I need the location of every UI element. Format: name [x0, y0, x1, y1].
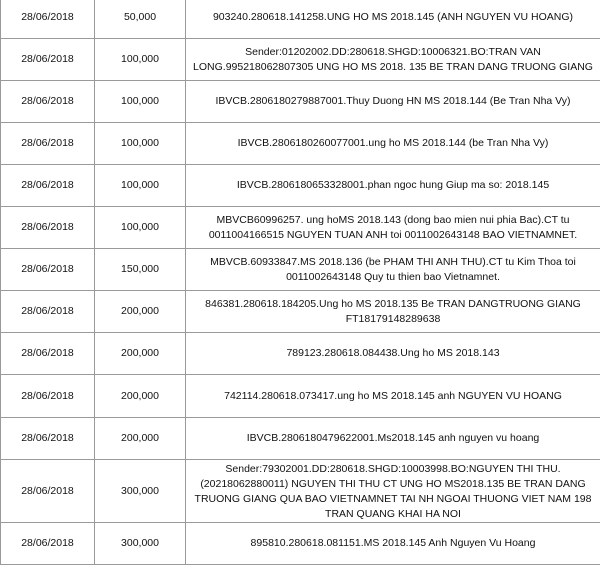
description-cell: 742114.280618.073417.ung ho MS 2018.145 anh NGUYEN VU HOANG: [186, 375, 600, 418]
description-cell: IBVCB.2806180653328001.phan ngoc hung Giup ma so: 2018.145: [186, 165, 600, 207]
table-row: [1, 0, 600, 39]
table-row: [1, 460, 600, 523]
amount-cell: 100,000: [95, 165, 186, 207]
date-cell: 28/06/2018: [1, 39, 95, 81]
table-row: [1, 207, 600, 249]
amount-cell: 100,000: [95, 81, 186, 123]
description-cell: Sender:79302001.DD:280618.SHGD:10003998.BO:NGUYEN THI THU.(20218062880011) NGUYEN THI THU CT UNG HO MS2018.135 BE TRAN DANG TRUONG GIANG QUA BAO VIETNAMNET TAI NH NGOAI THUONG VIET NAM 198 TRAN QUANG KHAI HA NOI: [186, 460, 600, 523]
table-row: [1, 39, 600, 81]
date-cell: 28/06/2018: [1, 81, 95, 123]
description-cell: 846381.280618.184205.Ung ho MS 2018.135 Be TRAN DANGTRUONG GIANG FT18179148289638: [186, 291, 600, 333]
table-row: [1, 375, 600, 418]
description-cell: IBVCB.2806180260077001.ung ho MS 2018.144 (be Tran Nha Vy): [186, 123, 600, 165]
table-row: [1, 123, 600, 165]
table-row: [1, 333, 600, 375]
date-cell: 28/06/2018: [1, 418, 95, 460]
table-row: [1, 249, 600, 291]
date-cell: 28/06/2018: [1, 523, 95, 565]
amount-cell: 100,000: [95, 123, 186, 165]
description-cell: IBVCB.2806180279887001.Thuy Duong HN MS 2018.144 (Be Tran Nha Vy): [186, 81, 600, 123]
amount-cell: 300,000: [95, 523, 186, 565]
date-cell: 28/06/2018: [1, 123, 95, 165]
amount-cell: 150,000: [95, 249, 186, 291]
table-row: [1, 418, 600, 460]
date-cell: 28/06/2018: [1, 460, 95, 523]
description-cell: 789123.280618.084438.Ung ho MS 2018.143: [186, 333, 600, 375]
date-cell: 28/06/2018: [1, 249, 95, 291]
date-cell: 28/06/2018: [1, 333, 95, 375]
description-cell: MBVCB.60933847.MS 2018.136 (be PHAM THI ANH THU).CT tu Kim Thoa toi 0011002643148 Quy tu thien bao Vietnamnet.: [186, 249, 600, 291]
amount-cell: 200,000: [95, 291, 186, 333]
amount-cell: 100,000: [95, 39, 186, 81]
description-cell: 895810.280618.081151.MS 2018.145 Anh Nguyen Vu Hoang: [186, 523, 600, 565]
table-row: [1, 291, 600, 333]
description-cell: IBVCB.2806180479622001.Ms2018.145 anh nguyen vu hoang: [186, 418, 600, 460]
amount-cell: 200,000: [95, 333, 186, 375]
date-cell: 28/06/2018: [1, 291, 95, 333]
amount-cell: 100,000: [95, 207, 186, 249]
amount-cell: 200,000: [95, 375, 186, 418]
date-cell: 28/06/2018: [1, 165, 95, 207]
date-cell: 28/06/2018: [1, 207, 95, 249]
description-cell: 903240.280618.141258.UNG HO MS 2018.145 (ANH NGUYEN VU HOANG): [186, 0, 600, 39]
description-cell: MBVCB60996257. ung hoMS 2018.143 (dong bao mien nui phia Bac).CT tu 0011004166515 NGUYEN TUAN ANH toi 0011002643148 BAO VIETNAMNET.: [186, 207, 600, 249]
amount-cell: 300,000: [95, 460, 186, 523]
date-cell: 28/06/2018: [1, 0, 95, 39]
table-row: [1, 165, 600, 207]
amount-cell: 50,000: [95, 0, 186, 39]
date-cell: 28/06/2018: [1, 375, 95, 418]
amount-cell: 200,000: [95, 418, 186, 460]
description-cell: Sender:01202002.DD:280618.SHGD:10006321.BO:TRAN VAN LONG.995218062807305 UNG HO MS 2018. 135 BE TRAN DANG TRUONG GIANG: [186, 39, 600, 81]
table-row: [1, 81, 600, 123]
table-row: [1, 523, 600, 565]
